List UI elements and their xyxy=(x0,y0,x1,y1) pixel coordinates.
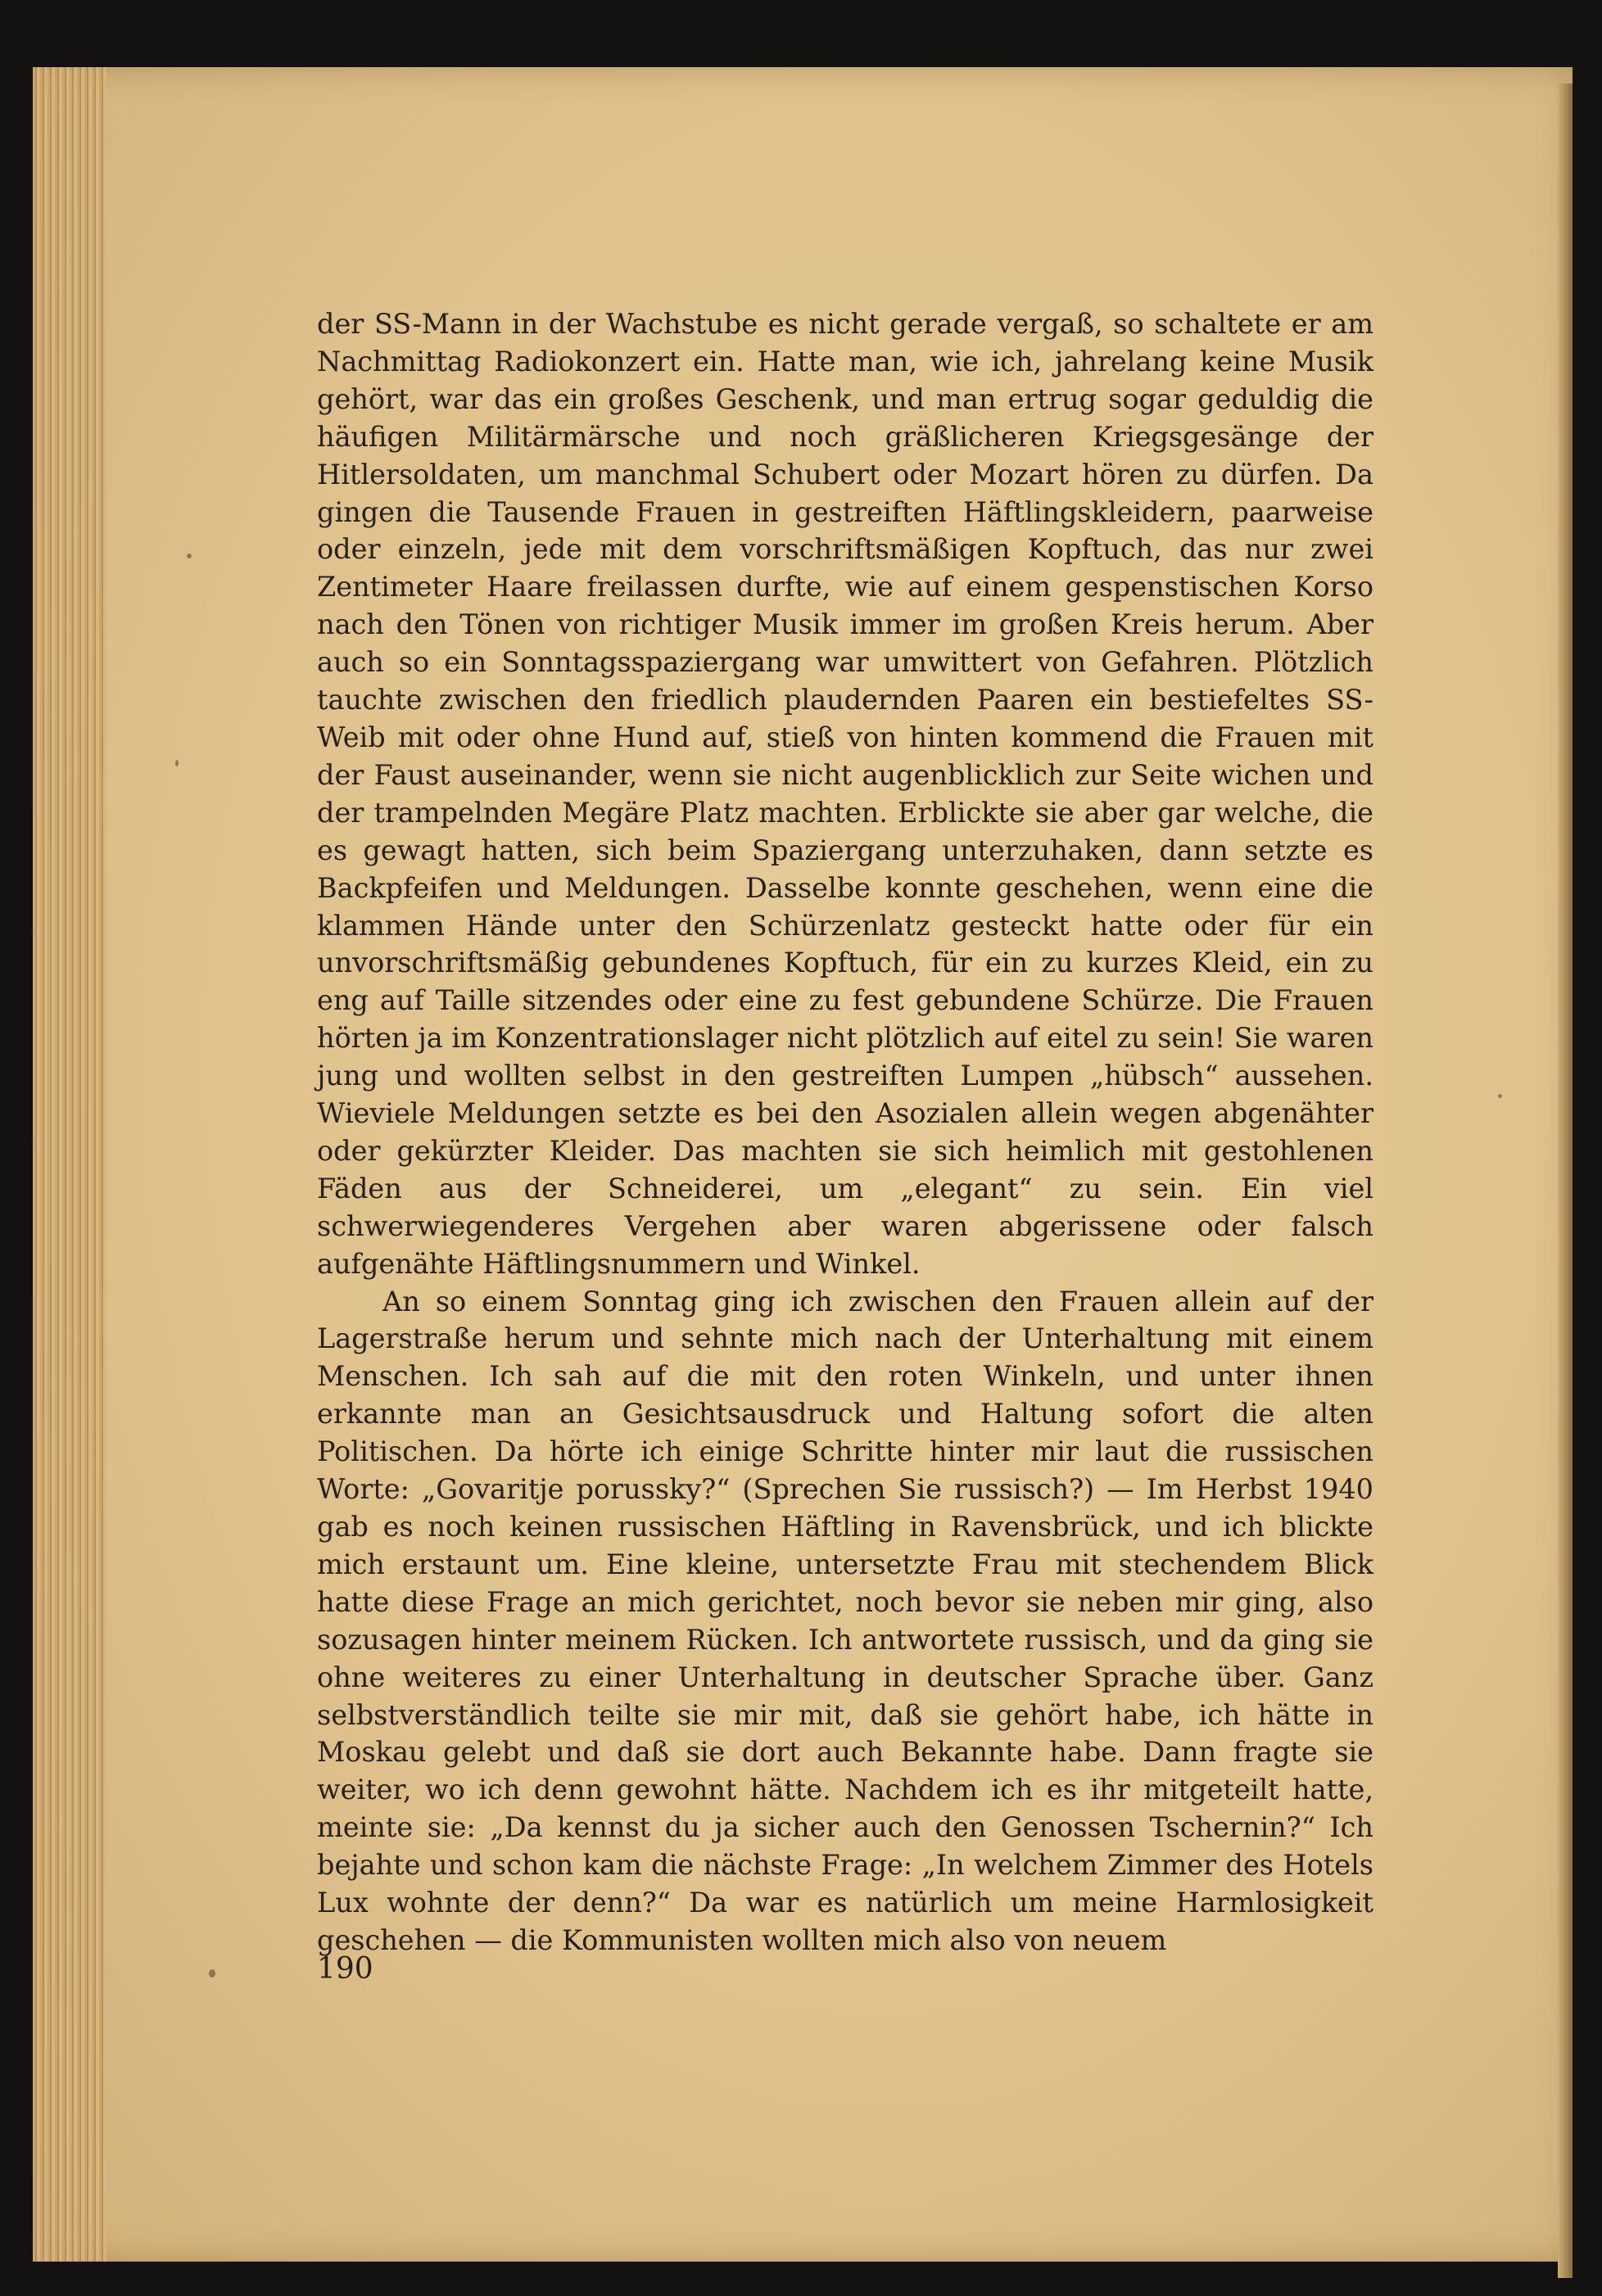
dust-speck xyxy=(187,554,192,558)
dust-speck xyxy=(209,1969,215,1977)
page-number: 190 xyxy=(317,1952,373,1986)
paragraph-1: der SS-Mann in der Wachstube es nicht gerade vergaß, so schaltete er am Nachmittag Radiokonzert ein. Hatte man, wie ich, jahrelang keine Musik gehört, war das ein großes Geschenk, und man ertrug sogar geduldig die häufigen Militärmärsche und noch gräßlicheren Kriegsgesänge der Hitlersoldaten, um manchmal Schubert oder Mozart hören zu dürfen. Da gingen die Tausende Frauen in gestreiften Häftlingskleidern, paarweise oder einzeln, jede mit dem vorschriftsmäßigen Kopftuch, das nur zwei Zentimeter Haare freilassen durfte, wie auf einem gespenstischen Korso nach den Tönen von richtiger Musik immer im großen Kreis herum. Aber auch so ein Sonntagsspaziergang war umwittert von Gefahren. Plötzlich tauchte zwischen den friedlich plaudernden Paaren ein bestiefeltes SS-Weib mit oder ohne Hund auf, stieß von hinten kommend die Frauen mit der Faust auseinander, wenn sie nicht augenblicklich zur Seite wichen und der trampelnden Megäre Platz machten. Erblickte sie aber gar welche, die es gewagt hatten, sich beim Spaziergang unterzuhaken, dann setzte es Backpfeifen und Meldungen. Dasselbe konnte geschehen, wenn eine die klammen Hände unter den Schürzenlatz gesteckt hatte oder für ein unvorschriftsmäßig gebundenes Kopftuch, für ein zu kurzes Kleid, ein zu eng auf Taille sitzendes oder eine zu fest gebundene Schürze. Die Frauen hörten ja im Konzentrationslager nicht plötzlich auf eitel zu sein! Sie waren jung und wollten selbst in den gestreiften Lumpen „hübsch“ aussehen. Wieviele Meldungen setzte es bei den Asozialen allein wegen abgenähter oder gekürzter Kleider. Das machten sie sich heimlich mit gestohlenen Fäden aus der Schneiderei, um „elegant“ zu sein. Ein viel schwerwiegenderes Vergehen aber waren abgerissene oder falsch aufgenähte Häftlingsnummern und Winkel. xyxy=(317,308,1373,1280)
book-right-edge xyxy=(1558,84,1573,2278)
body-text xyxy=(317,305,1373,1959)
dust-speck xyxy=(1498,1094,1502,1098)
paragraph-2: An so einem Sonntag ging ich zwischen den Frauen allein auf der Lagerstraße herum und sehnte mich nach der Unterhaltung mit einem Menschen. Ich sah auf die mit den roten Winkeln, und unter ihnen erkannte man an Gesichtsausdruck und Haltung sofort die alten Politischen. Da hörte ich einige Schritte hinter mir laut die russischen Worte: „Govaritje porussky?“ (Sprechen Sie russisch?) — Im Herbst 1940 gab es noch keinen russischen Häftling in Ravensbrück, und ich blickte mich erstaunt um. Eine kleine, untersetzte Frau mit stechendem Blick hatte diese Frage an mich gerichtet, noch bevor sie neben mir ging, also sozusagen hinter meinem Rücken. Ich antwortete russisch, und da ging sie ohne weiteres zu einer Unterhaltung in deutscher Sprache über. Ganz selbstverständlich teilte sie mir mit, daß sie gehört habe, ich hätte in Moskau gelebt und daß sie dort auch Bekannte habe. Dann fragte sie weiter, wo ich denn gewohnt hätte. Nachdem ich es ihr mitgeteilt hatte, meinte sie: „Da kennst du ja sicher auch den Genossen Tschernin?“ Ich bejahte und schon kam die nächste Frage: „In welchem Zimmer des Hotels Lux wohnte der denn?“ Da war es natürlich um meine Harmlosigkeit geschehen — die Kommunisten wollten mich also von neuem xyxy=(317,1285,1373,1956)
dust-speck xyxy=(175,760,179,766)
book-page-edges xyxy=(33,67,106,2262)
